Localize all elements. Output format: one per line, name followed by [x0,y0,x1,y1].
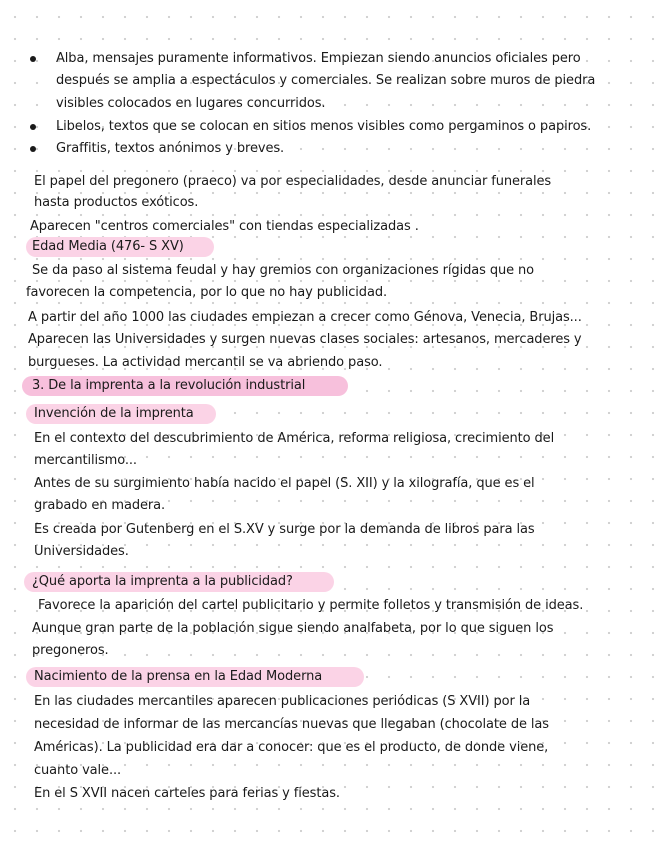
paragraph-line: Antes de su surgimiento había nacido el papel (S. XII) y la xilografía, que es el [34,476,535,491]
paragraph-line: cuanto vale... [34,763,122,778]
paragraph-line: burgueses. La actividad mercantil se va abriendo paso. [28,355,383,370]
paragraph-line: Favorece la aparición del cartel publicitario y permite folletos y transmisión de ideas. [38,598,584,613]
paragraph-line: Es creada por Gutenberg en el S.XV y surge por la demanda de libros para las [34,522,535,537]
paragraph-line: En el contexto del descubrimiento de América, reforma religiosa, crecimiento del [34,431,555,446]
paragraph-line: Se da paso al sistema feudal y hay gremios con organizaciones rígidas que no [32,263,535,278]
heading-invencion: Invención de la imprenta [34,406,194,421]
bullet-text: visibles colocados en lugares concurridos. [56,96,326,111]
paragraph-line: Aparecen "centros comerciales" con tiendas especializadas . [30,219,419,234]
paragraph-line: A partir del año 1000 las ciudades empiezan a crecer como Génova, Venecia, Brujas... [28,310,582,325]
paragraph-line: Aparecen las Universidades y surgen nuevas clases sociales: artesanos, mercaderes y [28,332,582,347]
paragraph-line: En el S XVII nacen carteles para ferias y fiestas. [34,786,340,801]
paragraph-line: grabado en madera. [34,498,166,513]
paragraph-line: necesidad de informar de las mercancías nuevas que llegaban (chocolate de las [34,717,549,732]
heading-prensa: Nacimiento de la prensa en la Edad Moderna [34,669,323,684]
bullet-dot [30,56,36,62]
bullet-dot [30,146,36,152]
bullet-text: Alba, mensajes puramente informativos. Empiezan siendo anuncios oficiales pero [56,51,581,66]
heading-edad-media: Edad Media (476- S XV) [32,239,184,254]
paragraph-line: El papel del pregonero (praeco) va por especialidades, desde anunciar funerales [34,174,552,189]
paragraph-line: En las ciudades mercantiles aparecen publicaciones periódicas (S XVII) por la [34,694,531,709]
heading-section3: 3. De la imprenta a la revolución industrial [32,378,306,393]
paragraph-line: Américas). La publicidad era dar a conocer: que es el producto, de donde viene, [34,740,549,755]
paragraph-line: hasta productos exóticos. [34,195,199,210]
paragraph-line: Universidades. [34,544,129,559]
paragraph-line: favorecen la competencia, por lo que no hay publicidad. [26,285,388,300]
bullet-text: Libelos, textos que se colocan en sitios menos visibles como pergaminos o papiros. [56,119,592,134]
bullet-text: después se amplia a espectáculos y comerciales. Se realizan sobre muros de piedra [56,73,596,88]
bullet-text: Graffitis, textos anónimos y breves. [56,141,285,156]
heading-aporta: ¿Qué aporta la imprenta a la publicidad? [32,574,293,589]
paragraph-line: Aunque gran parte de la población sigue siendo analfabeta, por lo que siguen los [32,621,554,636]
bullet-dot [30,124,36,130]
paragraph-line: mercantilismo... [34,453,137,468]
paragraph-line: pregoneros. [32,643,109,658]
